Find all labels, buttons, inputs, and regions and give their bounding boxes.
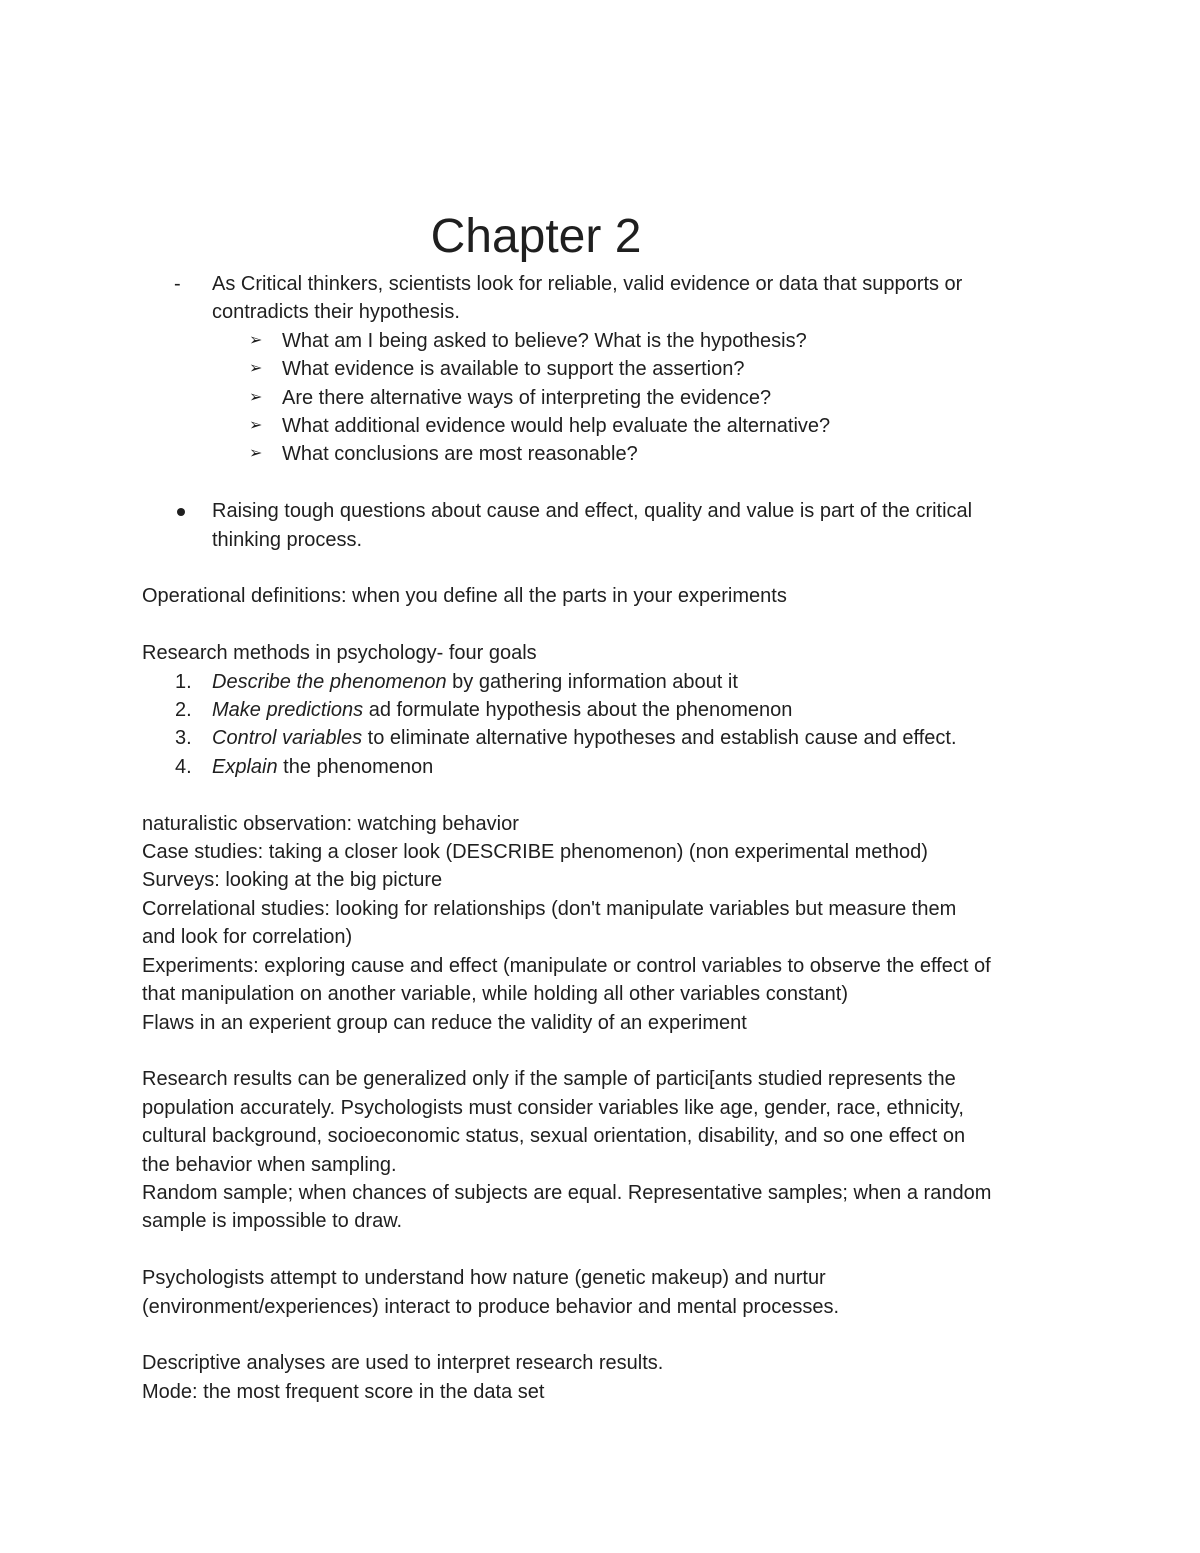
dash-marker: - (174, 273, 181, 295)
goal-emphasis: Describe the phenomenon (212, 670, 447, 693)
arrow-bullet-icon: ➢ (249, 417, 263, 435)
blank-line (142, 1236, 1072, 1264)
numbered-list-item (142, 753, 1072, 781)
goal-text: by gathering information about it (446, 670, 738, 693)
paragraph-line: cultural background, socioeconomic status, sexual orientation, disability, and so one effect on (142, 1125, 966, 1148)
blank-line (142, 1321, 1072, 1349)
blank-line (142, 1037, 1072, 1065)
arrow-list-item (142, 327, 1072, 355)
paragraph-line: (environment/experiences) interact to produce behavior and mental processes. (142, 1295, 840, 1318)
question-text: What am I being asked to believe? What is the hypothesis? (282, 329, 807, 352)
arrow-list-item (142, 355, 1072, 383)
paragraph-line: Case studies: taking a closer look (DESCRIBE phenomenon) (non experimental method) (142, 841, 928, 864)
page-title: Chapter 2 (430, 210, 642, 263)
paragraph-line: Experiments: exploring cause and effect (manipulate or control variables to observe the effect of (142, 954, 991, 977)
list-number: 1. (175, 670, 192, 693)
question-text: Are there alternative ways of interpreting the evidence? (282, 386, 772, 409)
dash-list-item (142, 270, 1072, 298)
paragraph-line: Descriptive analyses are used to interpret research results. (142, 1352, 664, 1375)
paragraph-line: Mode: the most frequent score in the data set (142, 1380, 545, 1403)
dash-list-item-continued (142, 298, 1072, 326)
paragraph-line: Random sample; when chances of subjects are equal. Representative samples; when a random (142, 1181, 992, 1204)
paragraph-line: the behavior when sampling. (142, 1153, 397, 1176)
bullet-text: thinking process. (212, 528, 363, 551)
paragraph-line: population accurately. Psychologists must consider variables like age, gender, race, ethnicity, (142, 1096, 964, 1119)
section-heading: Research methods in psychology- four goals (142, 642, 537, 665)
numbered-list-item (142, 724, 1072, 752)
question-text: What additional evidence would help evaluate the alternative? (282, 415, 831, 438)
intro-line: As Critical thinkers, scientists look for reliable, valid evidence or data that supports or (212, 273, 963, 295)
goal-text: to eliminate alternative hypotheses and establish cause and effect. (362, 727, 957, 750)
paragraph-line: that manipulation on another variable, while holding all other variables constant) (142, 983, 848, 1006)
blank-line (142, 554, 1072, 582)
bullet-text: Raising tough questions about cause and effect, quality and value is part of the critical (212, 500, 973, 523)
arrow-bullet-icon: ➢ (249, 445, 263, 463)
goal-text: the phenomenon (277, 755, 434, 778)
numbered-list-item (142, 696, 1072, 724)
goal-text: ad formulate hypothesis about the phenomenon (363, 699, 793, 722)
arrow-bullet-icon: ➢ (249, 388, 263, 406)
arrow-bullet-icon: ➢ (249, 360, 263, 378)
paragraph-line: and look for correlation) (142, 926, 353, 949)
question-text: What conclusions are most reasonable? (282, 443, 638, 466)
bullet-list-item-continued (142, 526, 1072, 554)
arrow-bullet-icon: ➢ (249, 331, 263, 349)
numbered-list-item (142, 668, 1072, 696)
arrow-list-item (142, 384, 1072, 412)
question-text: What evidence is available to support the assertion? (282, 358, 745, 381)
document-body (142, 270, 1072, 1406)
goal-emphasis: Control variables (212, 727, 363, 750)
list-number: 3. (175, 727, 192, 750)
list-number: 4. (175, 755, 192, 778)
blank-line (142, 781, 1072, 809)
arrow-list-item (142, 440, 1072, 468)
arrow-list-item (142, 412, 1072, 440)
paragraph-line: Surveys: looking at the big picture (142, 869, 443, 892)
goal-emphasis: Explain (212, 755, 278, 778)
blank-line (142, 469, 1072, 497)
bullet-dot-icon (177, 508, 185, 516)
paragraph-line: Research results can be generalized only if the sample of partici[ants studied represents the (142, 1068, 956, 1091)
blank-line (142, 611, 1072, 639)
paragraph-line: Correlational studies: looking for relationships (don't manipulate variables but measure them (142, 897, 957, 920)
paragraph-line: sample is impossible to draw. (142, 1210, 403, 1233)
paragraph-line: naturalistic observation: watching behavior (142, 812, 519, 835)
goal-emphasis: Make predictions (212, 699, 364, 722)
paragraph-line: Psychologists attempt to understand how nature (genetic makeup) and nurtur (142, 1267, 826, 1290)
list-number: 2. (175, 699, 192, 722)
intro-line: contradicts their hypothesis. (212, 301, 460, 324)
bullet-list-item (142, 497, 1072, 525)
paragraph-line: Operational definitions: when you define all the parts in your experiments (142, 585, 787, 608)
paragraph-line: Flaws in an experient group can reduce the validity of an experiment (142, 1011, 747, 1034)
